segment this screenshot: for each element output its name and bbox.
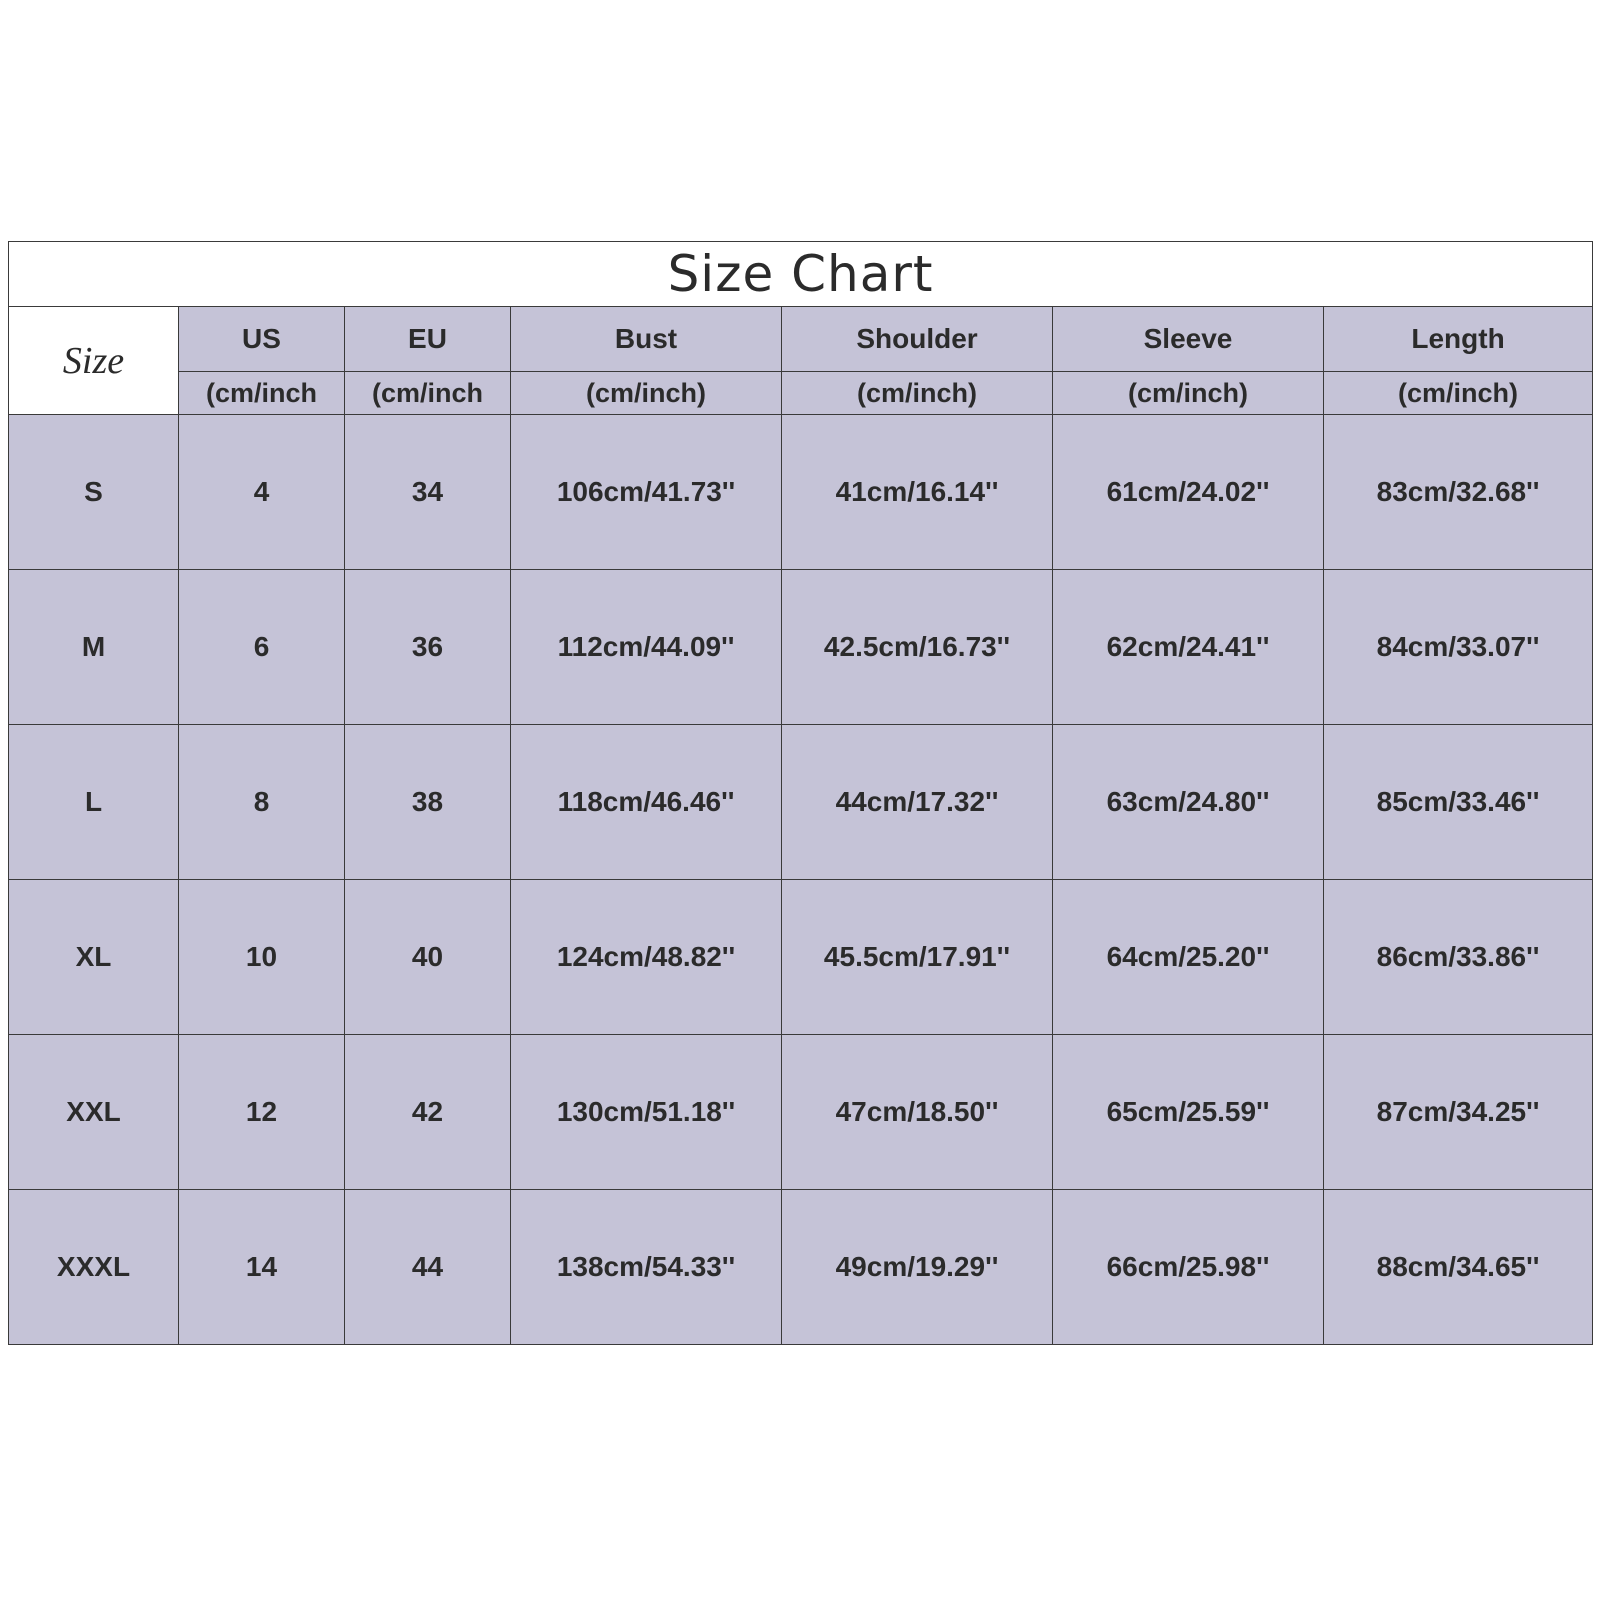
column-unit-bust: (cm/inch) [511, 372, 782, 415]
cell-length: 86cm/33.86'' [1324, 880, 1593, 1035]
cell-eu: 34 [345, 415, 511, 570]
cell-length: 85cm/33.46'' [1324, 725, 1593, 880]
cell-us: 4 [179, 415, 345, 570]
cell-us: 14 [179, 1190, 345, 1345]
cell-sleeve: 63cm/24.80'' [1053, 725, 1324, 880]
cell-eu: 42 [345, 1035, 511, 1190]
cell-bust: 130cm/51.18'' [511, 1035, 782, 1190]
column-header-bust: Bust [511, 307, 782, 372]
size-chart [8, 241, 1592, 1357]
cell-length: 87cm/34.25'' [1324, 1035, 1593, 1190]
column-header-eu: EU [345, 307, 511, 372]
cell-bust: 124cm/48.82'' [511, 880, 782, 1035]
table-row [9, 1035, 1593, 1190]
cell-length: 88cm/34.65'' [1324, 1190, 1593, 1345]
column-unit-sleeve: (cm/inch) [1053, 372, 1324, 415]
size-column-label: Size [9, 307, 179, 415]
table-row [9, 880, 1593, 1035]
size-cell: S [9, 415, 179, 570]
cell-shoulder: 49cm/19.29'' [782, 1190, 1053, 1345]
header-name-row [9, 307, 1593, 372]
cell-shoulder: 42.5cm/16.73'' [782, 570, 1053, 725]
cell-bust: 118cm/46.46'' [511, 725, 782, 880]
table-row [9, 725, 1593, 880]
cell-bust: 106cm/41.73'' [511, 415, 782, 570]
cell-sleeve: 61cm/24.02'' [1053, 415, 1324, 570]
table-row [9, 570, 1593, 725]
size-cell: XXXL [9, 1190, 179, 1345]
header-unit-row [9, 372, 1593, 415]
cell-shoulder: 47cm/18.50'' [782, 1035, 1053, 1190]
size-cell: XXL [9, 1035, 179, 1190]
column-header-us: US [179, 307, 345, 372]
column-unit-eu: (cm/inch [345, 372, 511, 415]
cell-sleeve: 62cm/24.41'' [1053, 570, 1324, 725]
cell-sleeve: 64cm/25.20'' [1053, 880, 1324, 1035]
chart-title: Size Chart [9, 242, 1593, 307]
column-unit-us: (cm/inch [179, 372, 345, 415]
cell-eu: 40 [345, 880, 511, 1035]
title-row [9, 242, 1593, 307]
column-unit-shoulder: (cm/inch) [782, 372, 1053, 415]
size-cell: M [9, 570, 179, 725]
cell-bust: 138cm/54.33'' [511, 1190, 782, 1345]
cell-shoulder: 44cm/17.32'' [782, 725, 1053, 880]
cell-shoulder: 41cm/16.14'' [782, 415, 1053, 570]
cell-eu: 36 [345, 570, 511, 725]
cell-bust: 112cm/44.09'' [511, 570, 782, 725]
cell-length: 84cm/33.07'' [1324, 570, 1593, 725]
cell-us: 12 [179, 1035, 345, 1190]
size-table [8, 241, 1593, 1345]
cell-shoulder: 45.5cm/17.91'' [782, 880, 1053, 1035]
cell-sleeve: 65cm/25.59'' [1053, 1035, 1324, 1190]
cell-eu: 38 [345, 725, 511, 880]
column-unit-length: (cm/inch) [1324, 372, 1593, 415]
cell-sleeve: 66cm/25.98'' [1053, 1190, 1324, 1345]
table-row [9, 415, 1593, 570]
column-header-sleeve: Sleeve [1053, 307, 1324, 372]
column-header-length: Length [1324, 307, 1593, 372]
cell-us: 6 [179, 570, 345, 725]
cell-us: 10 [179, 880, 345, 1035]
size-cell: L [9, 725, 179, 880]
cell-length: 83cm/32.68'' [1324, 415, 1593, 570]
cell-us: 8 [179, 725, 345, 880]
column-header-shoulder: Shoulder [782, 307, 1053, 372]
size-cell: XL [9, 880, 179, 1035]
table-row [9, 1190, 1593, 1345]
cell-eu: 44 [345, 1190, 511, 1345]
